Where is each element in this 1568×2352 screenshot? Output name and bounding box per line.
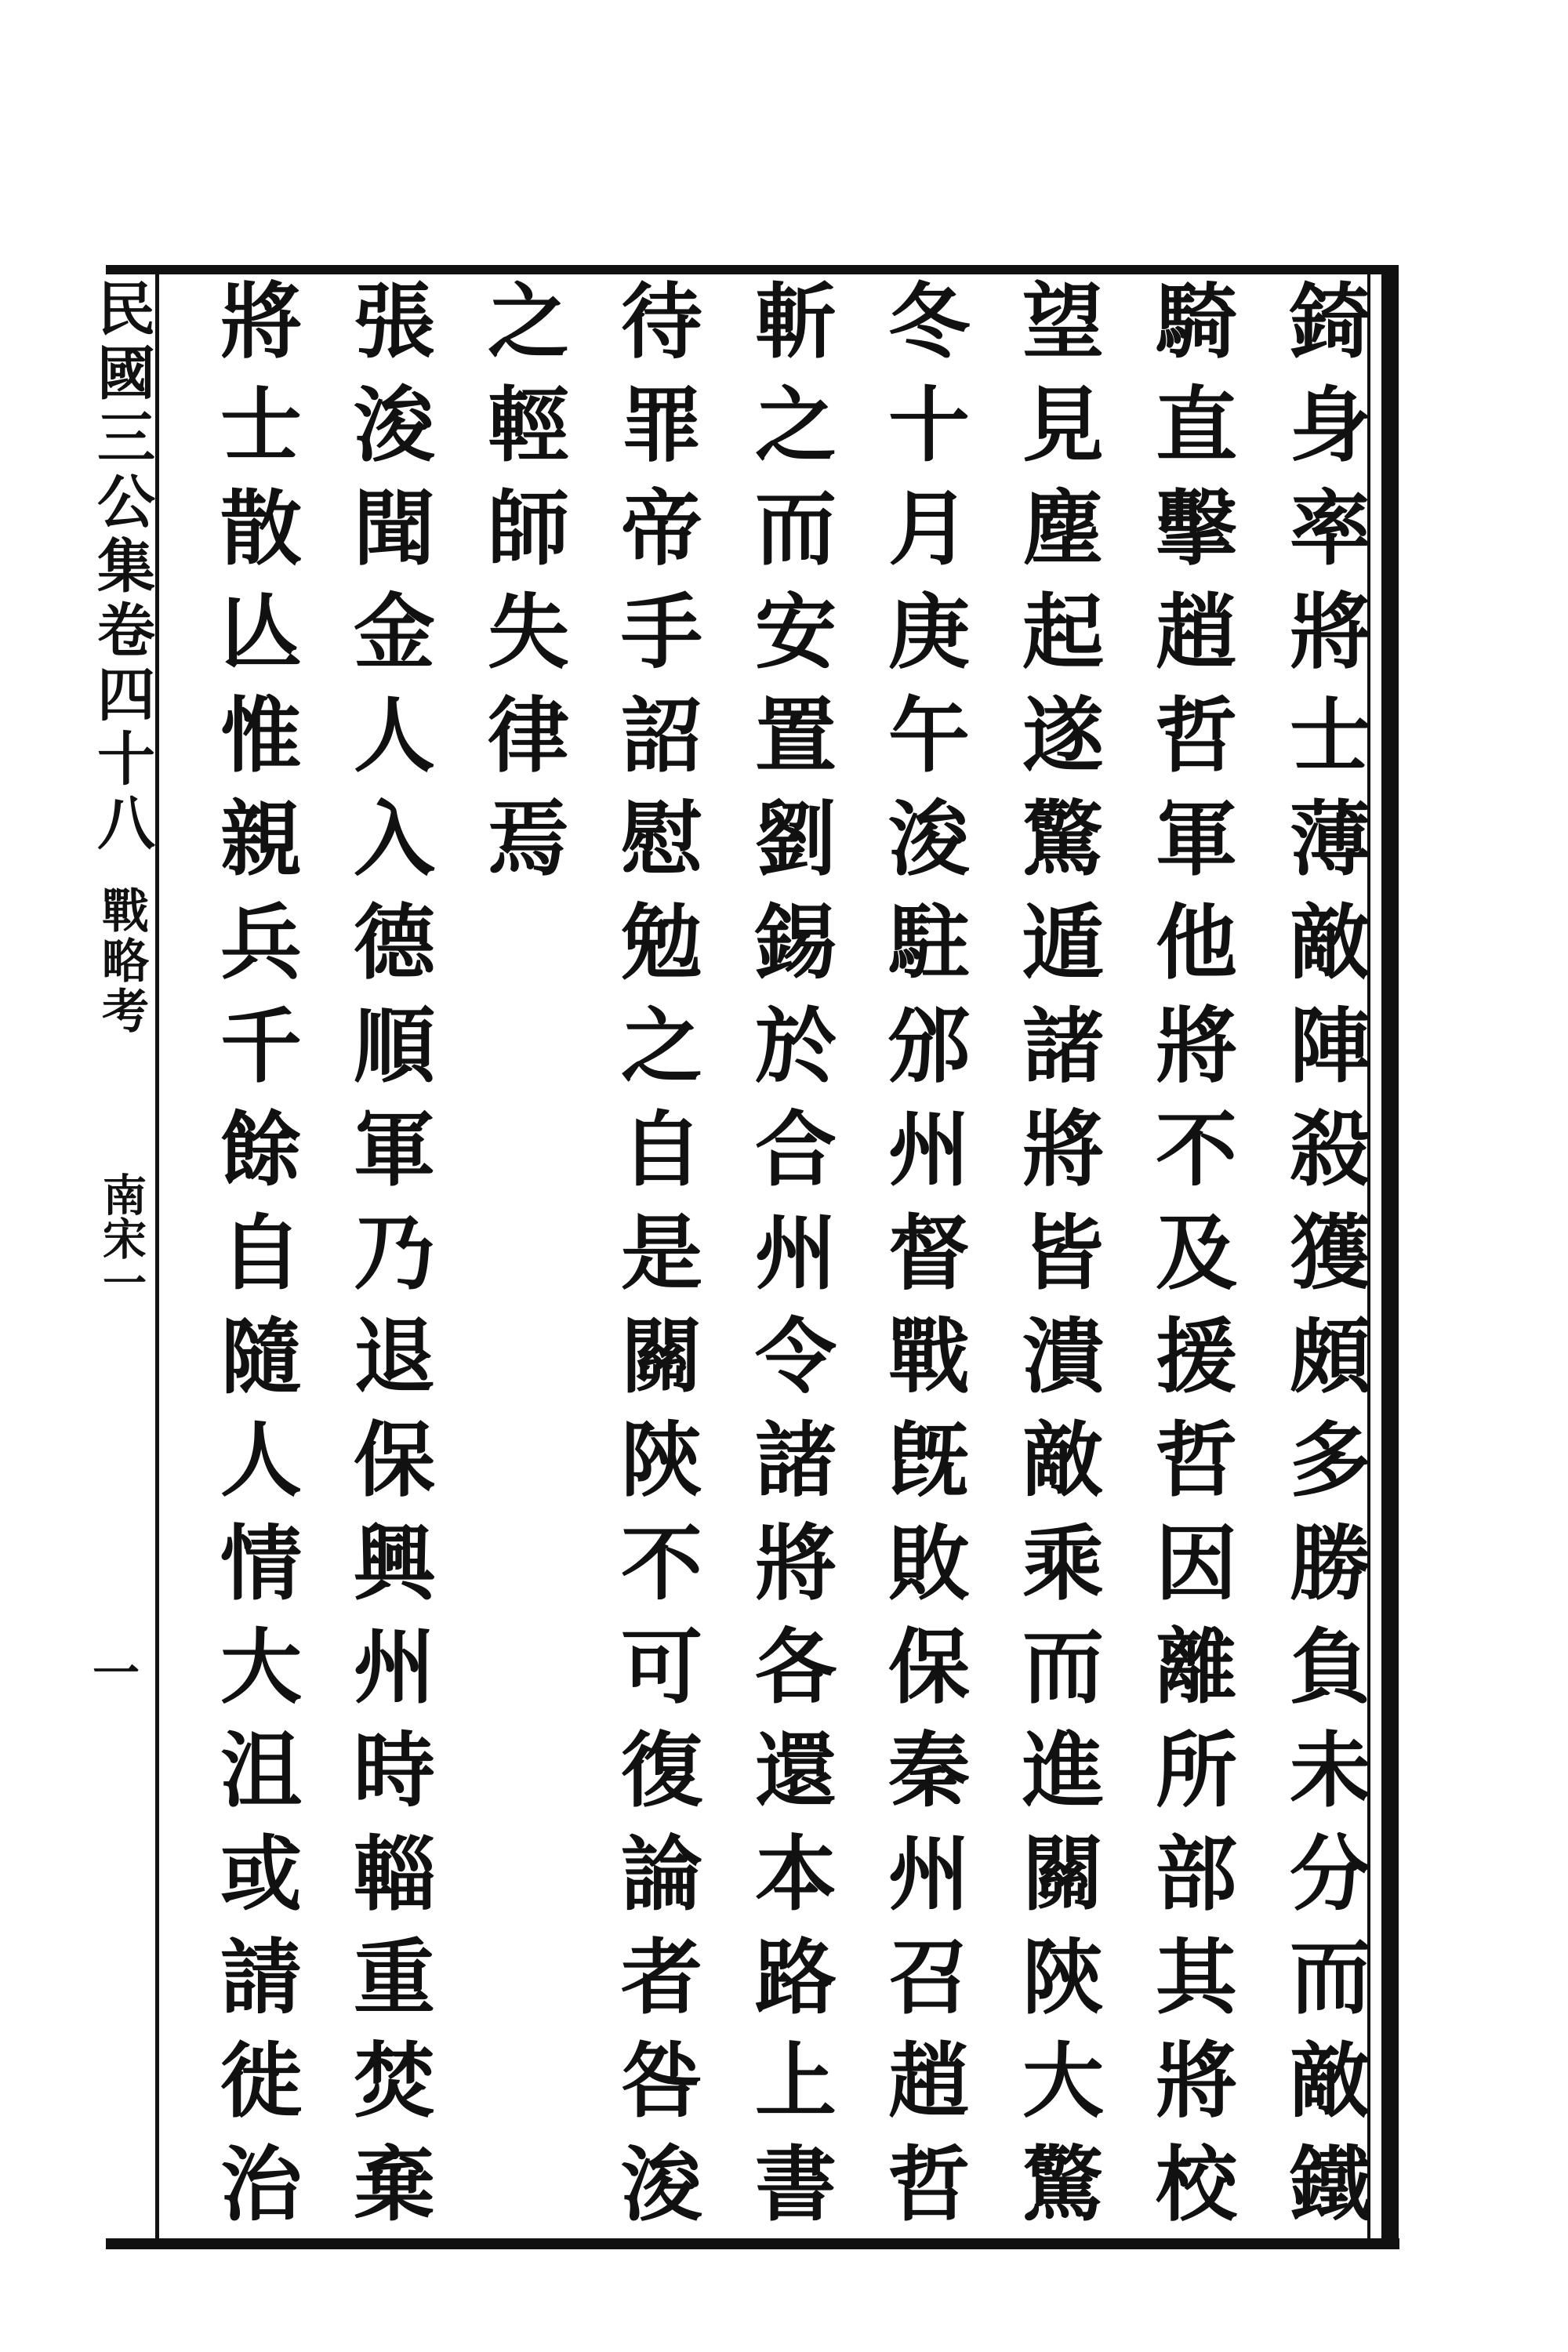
text-column: 將士散亾惟親兵千餘自隨人情大沮或請徙治 [206,278,303,2245]
text-column: 斬之而安置劉錫於合州令諸將各還本路上書 [741,278,837,2245]
text-column: 之輕師失律焉 [474,278,570,899]
text-column: 錡身率將士薄敵陣殺獲頗多勝負未分而敵鐵 [1276,278,1372,2245]
text-column: 冬十月庚午浚駐邠州督戰旣敗保秦州召趙哲 [874,278,971,2245]
center-fold-rule [155,274,159,2238]
text-column: 騎直擊趙哲軍他將不及援哲因離所部其將校 [1142,278,1238,2245]
margin-section-title: 戰略考 [94,886,149,1036]
margin-book-title: 民國三公集卷四十八 [88,278,155,857]
text-column: 待罪帝手詔慰勉之自是關陝不可復論者咎浚 [607,278,703,2245]
margin-page-number: 一 [93,1646,140,1701]
text-column: 張浚聞金人入德順軍乃退保興州時輜重焚棄 [339,278,436,2245]
frame-right-border [1381,265,1399,2249]
text-column: 望見塵起遂驚遁諸將皆潰敵乘而進關陝大驚 [1008,278,1105,2245]
frame-top-border [106,265,1396,274]
margin-subsection-title: 南宋一 [96,1172,147,1304]
